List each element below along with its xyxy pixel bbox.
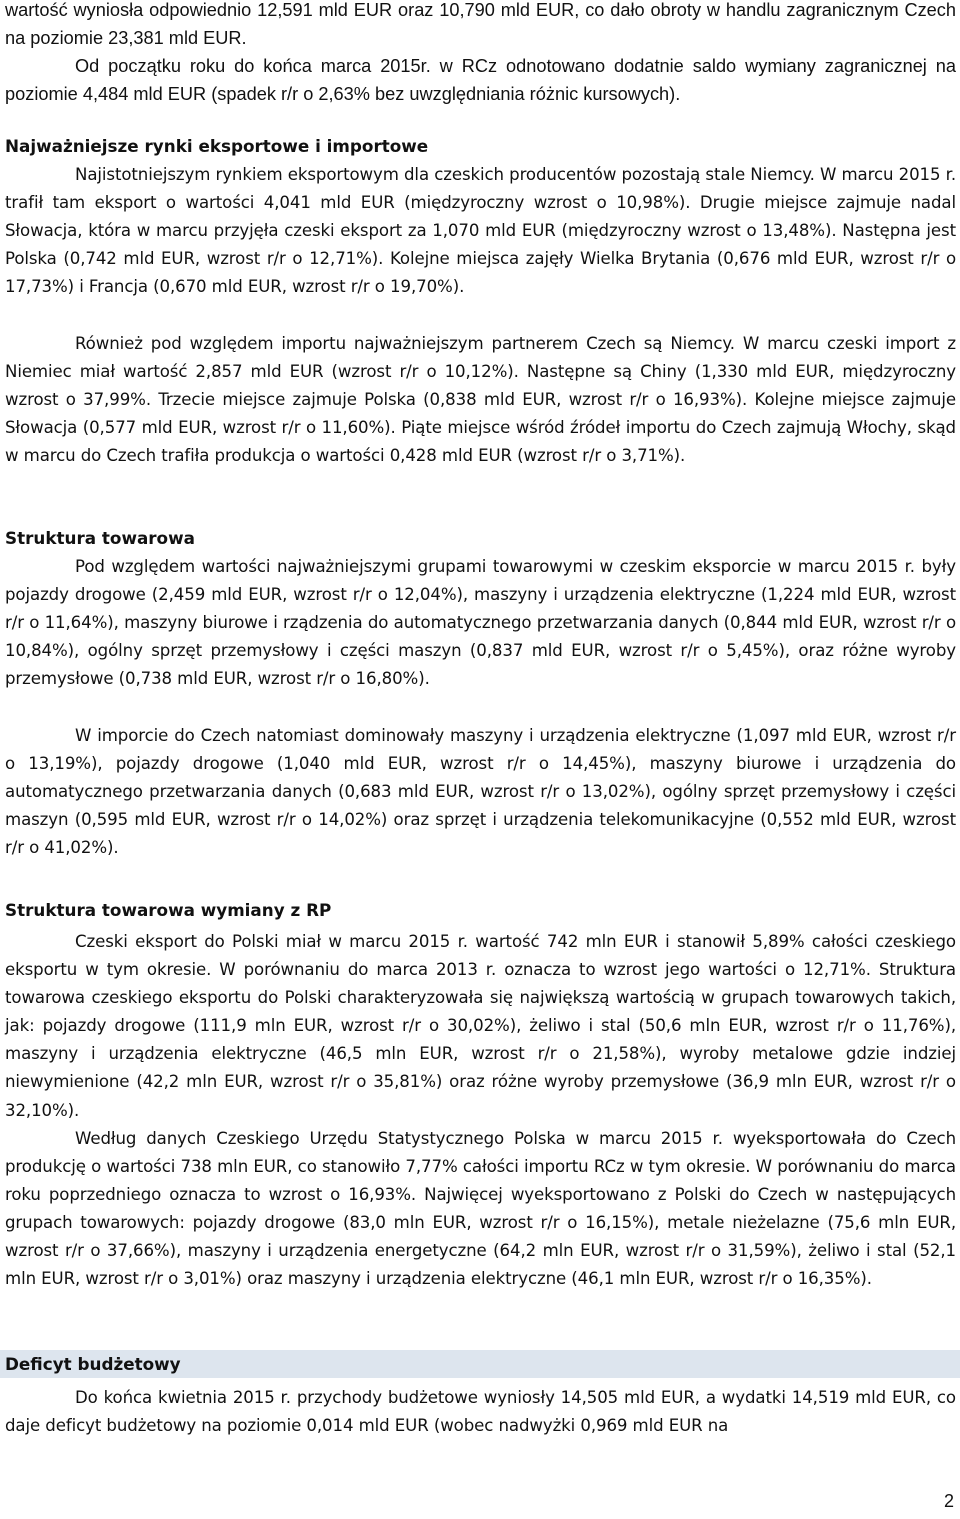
- paragraph-markets-import: Również pod względem importu najważniejszym partnerem Czech są Niemcy. W marcu czeski import z Niemiec miał wartość 2,857 mld EUR (wzrost r/r o 10,12%). Następne są Chiny (1,330 mld EUR, międzyroczny wzrost o 37,99%. Trzecie miejsce zajmuje Polska (0,838 mld EUR, wzrost r/r o 16,93%). Kolejne miejsce zajmuje Słowacja (0,577 mld EUR, wzrost r/r o 11,60%). Piąte miejsce wśród źródeł importu do Czech zajmują Włochy, skąd w marcu do Czech trafiła produkcja o wartości 0,428 mld EUR (wzrost r/r o 3,71%).: [5, 334, 956, 466]
- paragraph-trade-intro-a: wartość wyniosła odpowiednio 12,591 mld EUR oraz 10,790 mld EUR, co dało obroty w handlu zagranicznym Czech na poziomie 23,381 mld EUR.: [5, 0, 956, 49]
- paragraph-structure-import: W imporcie do Czech natomiast dominowały maszyny i urządzenia elektryczne (1,097 mld EUR, wzrost r/r o 13,19%), pojazdy drogowe (1,040 mld EUR, wzrost r/r o 14,45%), maszyny biurowe i urządzenia do automatycznego przetwarzania danych (0,683 mld EUR, wzrost r/r o 13,02%), ogólny sprzęt przemysłowy i części maszyn (0,595 mld EUR, wzrost r/r o 14,02%) oraz sprzęt i urządzenia telekomunikacyjne (0,552 mld EUR, wzrost r/r o 41,02%).: [5, 726, 956, 858]
- heading-structure-rp: Struktura towarowa wymiany z RP: [5, 900, 332, 920]
- paragraph-deficit: Do końca kwietnia 2015 r. przychody budżetowe wyniosły 14,505 mld EUR, a wydatki 14,519 mld EUR, co daje deficyt budżetowy na poziomie 0,014 mld EUR (wobec nadwyżki 0,969 mld EUR na: [5, 1388, 956, 1436]
- heading-deficit: Deficyt budżetowy: [5, 1354, 181, 1374]
- paragraph-trade-intro-b: Od początku roku do końca marca 2015r. w RCz odnotowano dodatnie saldo wymiany zagranicznej na poziomie 4,484 mld EUR (spadek r/r o 2,63% bez uwzględniania różnic kursowych).: [5, 56, 956, 105]
- paragraph-structure-export: Pod względem wartości najważniejszymi grupami towarowymi w czeskim eksporcie w marcu 2015 r. były pojazdy drogowe (2,459 mld EUR, wzrost r/r o 12,04%), maszyny i urządzenia elektryczne (1,224 mld EUR, wzrost r/r o 11,64%), maszyny biurowe i rządzenia do automatycznego przetwarzania danych (0,844 mld EUR, wzrost r/r o 10,84%), ogólny sprzęt przemysłowy i części maszyn (0,837 mld EUR, wzrost r/r o 5,45%), oraz różne wyroby przemysłowe (0,738 mld EUR, wzrost r/r o 16,80%).: [5, 557, 956, 689]
- paragraph-rp-import: Według danych Czeskiego Urzędu Statystycznego Polska w marcu 2015 r. wyeksportowała do Czech produkcję o wartości 738 mln EUR, co stanowiło 7,77% całości importu RCz w tym okresie. W porównaniu do marca roku poprzedniego oznacza to wzrost o 16,93%. Najwięcej wyeksportowano z Polski do Czech w następujących grupach towarowych: pojazdy drogowe (83,0 mln EUR, wzrost r/r o 16,15%), metale nieżelazne (75,6 mln EUR, wzrost r/r o 37,66%), maszyny i urządzenia energetyczne (64,2 mln EUR, wzrost r/r o 31,59%), żeliwo i stal (52,1 mln EUR, wzrost r/r o 3,01%) oraz maszyny i urządzenia elektryczne (46,1 mln EUR, wzrost r/r o 16,35%).: [5, 1129, 956, 1289]
- heading-markets: Najważniejsze rynki eksportowe i importowe: [5, 136, 429, 156]
- heading-structure: Struktura towarowa: [5, 528, 195, 548]
- paragraph-rp-export: Czeski eksport do Polski miał w marcu 2015 r. wartość 742 mln EUR i stanowił 5,89% całości czeskiego eksportu w tym okresie. W porównaniu do marca 2013 r. oznacza to wzrost jego wartości o 12,71%. Struktura towarowa czeskiego eksportu do Polski charakteryzowała się największą wartością w grupach towarowych takich, jak: pojazdy drogowe (111,9 mln EUR, wzrost r/r o 30,02%), żeliwo i stal (50,6 mln EUR, wzrost r/r o 11,76%), maszyny i urządzenia elektryczne (46,5 mln EUR, wzrost r/r o 21,58%), wyroby metalowe gdzie indziej niewymienione (42,2 mln EUR, wzrost r/r o 35,81%) oraz różne wyroby przemysłowe (36,9 mln EUR, wzrost r/r o 32,10%).: [5, 932, 956, 1120]
- paragraph-markets-export: Najistotniejszym rynkiem eksportowym dla czeskich producentów pozostają stale Niemcy. W marcu 2015 r. trafił tam eksport o wartości 4,041 mld EUR (międzyroczny wzrost o 10,98%). Drugie miejsce zajmuje nadal Słowacja, która w marcu przyjęła czeski eksport za 1,070 mld EUR (międzyroczny wzrost o 13,48%). Następna jest Polska (0,742 mld EUR, wzrost r/r o 12,71%). Kolejne miejsca zajęły Wielka Brytania (0,676 mld EUR, wzrost r/r o 17,73%) i Francja (0,670 mld EUR, wzrost r/r o 19,70%).: [5, 165, 956, 297]
- page-number: 2: [943, 1491, 954, 1511]
